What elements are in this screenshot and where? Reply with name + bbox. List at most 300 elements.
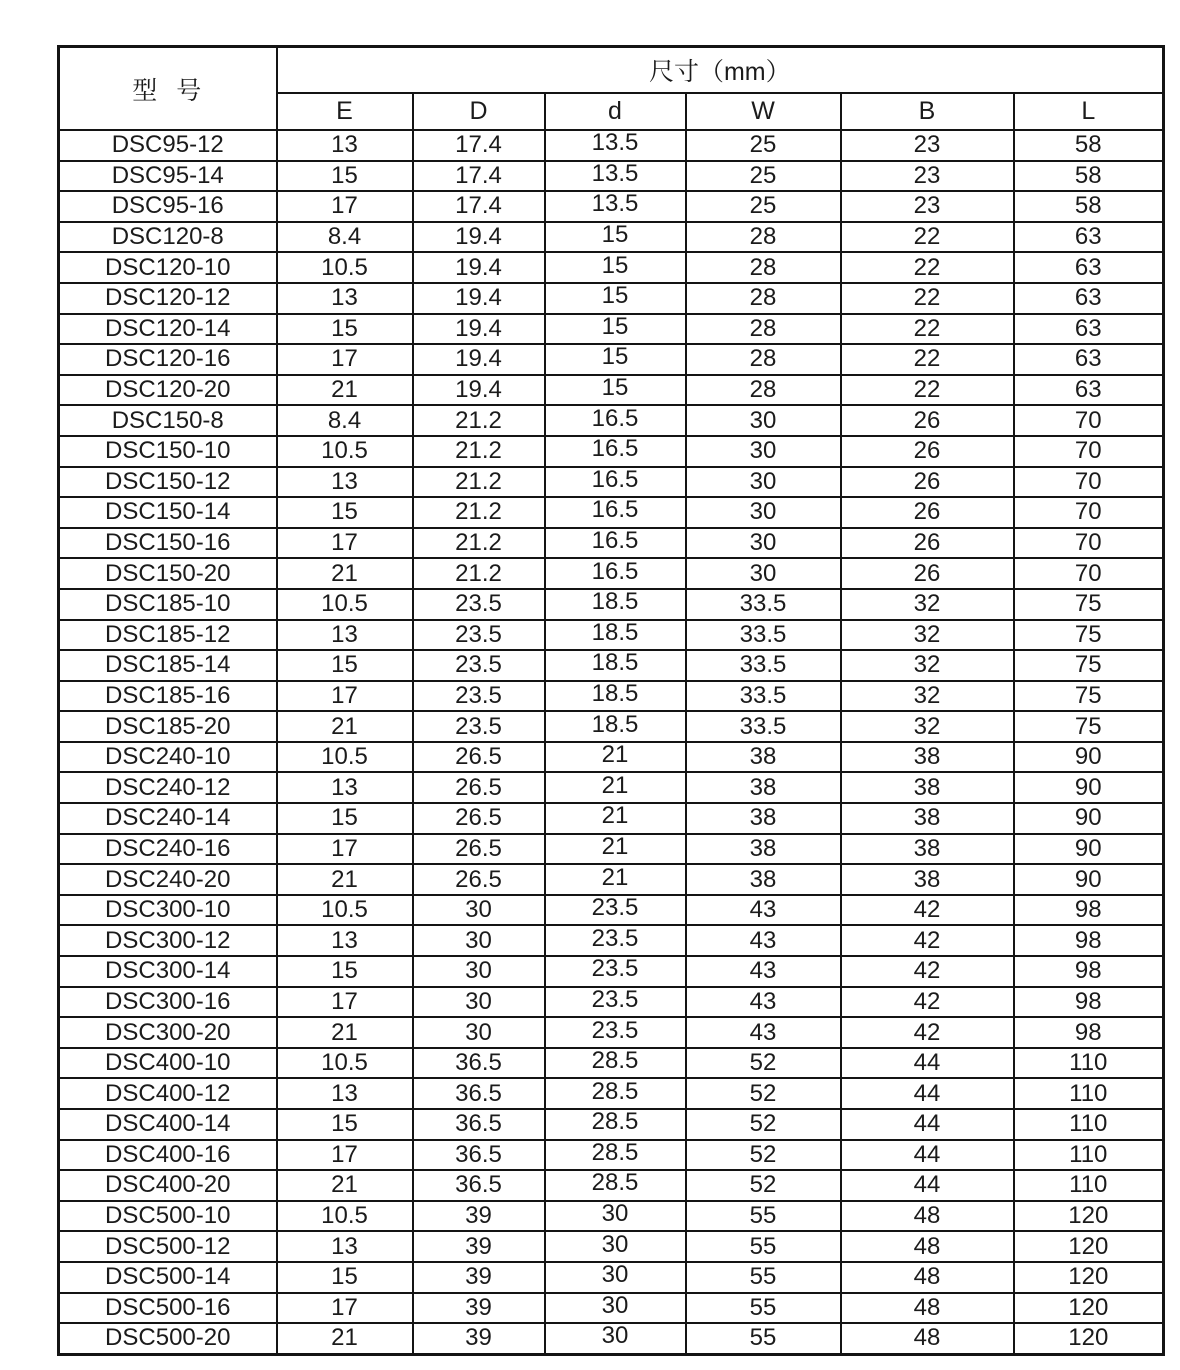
value-cell-D: 21.2	[413, 558, 545, 589]
value-cell-B: 22	[841, 314, 1014, 345]
table-row	[59, 620, 1164, 651]
value-cell-E: 15	[277, 803, 413, 834]
model-cell: DSC500-14	[59, 1262, 277, 1293]
value-cell-W: 43	[686, 987, 841, 1018]
value-cell-D: 23.5	[413, 650, 545, 681]
table-row	[59, 895, 1164, 926]
value-text: 28.5	[591, 1078, 639, 1105]
table-row	[59, 681, 1164, 712]
table-row	[59, 1262, 1164, 1293]
table-row	[59, 742, 1164, 773]
value-cell-W: 38	[686, 834, 841, 865]
model-cell: DSC240-16	[59, 834, 277, 865]
value-cell-W: 43	[686, 925, 841, 956]
value-text: 21	[601, 741, 629, 769]
value-cell-d	[545, 803, 686, 834]
value-cell-W: 52	[686, 1048, 841, 1079]
value-cell-L: 58	[1014, 130, 1164, 161]
value-cell-D: 30	[413, 1017, 545, 1048]
value-cell-D: 39	[413, 1323, 545, 1354]
value-cell-W: 28	[686, 344, 841, 375]
model-cell: DSC150-10	[59, 436, 277, 467]
value-text: 23.5	[591, 956, 639, 983]
value-cell-D: 19.4	[413, 252, 545, 283]
table-row	[59, 528, 1164, 559]
table-row	[59, 558, 1164, 589]
value-cell-D: 36.5	[413, 1109, 545, 1140]
value-cell-L: 75	[1014, 711, 1164, 742]
value-cell-E: 15	[277, 1262, 413, 1293]
model-cell: DSC95-12	[59, 130, 277, 161]
value-cell-d	[545, 252, 686, 283]
value-cell-E: 10.5	[277, 252, 413, 283]
value-cell-d	[545, 497, 686, 528]
value-cell-B: 38	[841, 803, 1014, 834]
value-cell-E: 21	[277, 1017, 413, 1048]
value-cell-L: 90	[1014, 864, 1164, 895]
value-cell-d	[545, 130, 686, 161]
value-text: 15	[601, 344, 629, 371]
value-cell-L: 63	[1014, 344, 1164, 375]
value-text: 15	[601, 374, 629, 402]
value-cell-L: 70	[1014, 528, 1164, 559]
value-cell-W: 43	[686, 895, 841, 926]
table-row	[59, 864, 1164, 895]
value-cell-D: 30	[413, 987, 545, 1018]
value-cell-D: 36.5	[413, 1140, 545, 1171]
value-cell-d	[545, 925, 686, 956]
value-cell-d	[545, 772, 686, 803]
value-cell-D: 21.2	[413, 467, 545, 498]
value-cell-D: 30	[413, 925, 545, 956]
model-cell: DSC185-10	[59, 589, 277, 620]
value-text: 28.5	[591, 1109, 639, 1136]
value-text: 23.5	[591, 1017, 639, 1044]
value-cell-L: 98	[1014, 1017, 1164, 1048]
value-cell-D: 19.4	[413, 283, 545, 314]
value-text: 18.5	[591, 588, 639, 616]
value-cell-E: 21	[277, 375, 413, 406]
value-text: 18.5	[591, 711, 639, 738]
value-cell-L: 63	[1014, 222, 1164, 253]
value-cell-L: 120	[1014, 1262, 1164, 1293]
value-cell-W: 38	[686, 742, 841, 773]
value-cell-E: 10.5	[277, 1201, 413, 1232]
value-cell-d	[545, 650, 686, 681]
value-cell-D: 39	[413, 1293, 545, 1324]
value-cell-B: 48	[841, 1262, 1014, 1293]
value-cell-W: 30	[686, 405, 841, 436]
value-cell-d	[545, 344, 686, 375]
model-cell: DSC400-14	[59, 1109, 277, 1140]
value-cell-E: 17	[277, 834, 413, 865]
value-cell-E: 13	[277, 620, 413, 651]
column-header-E: E	[277, 93, 413, 130]
table-row	[59, 1231, 1164, 1262]
value-text: 30	[601, 1292, 629, 1319]
model-cell: DSC120-16	[59, 344, 277, 375]
model-cell: DSC150-16	[59, 528, 277, 559]
value-cell-B: 44	[841, 1078, 1014, 1109]
value-cell-E: 13	[277, 467, 413, 498]
value-cell-D: 36.5	[413, 1170, 545, 1201]
value-cell-W: 52	[686, 1109, 841, 1140]
value-cell-L: 120	[1014, 1323, 1164, 1354]
value-cell-B: 42	[841, 925, 1014, 956]
model-cell: DSC500-12	[59, 1231, 277, 1262]
model-cell: DSC185-14	[59, 650, 277, 681]
value-cell-B: 32	[841, 650, 1014, 681]
table-row	[59, 803, 1164, 834]
value-cell-d	[545, 1048, 686, 1079]
value-cell-D: 23.5	[413, 620, 545, 651]
table-row	[59, 1293, 1164, 1324]
value-text: 23.5	[591, 894, 639, 922]
model-cell: DSC185-20	[59, 711, 277, 742]
value-cell-L: 90	[1014, 742, 1164, 773]
value-cell-W: 55	[686, 1262, 841, 1293]
value-text: 16.5	[591, 527, 639, 555]
table-row	[59, 375, 1164, 406]
value-cell-D: 19.4	[413, 314, 545, 345]
table-row	[59, 1048, 1164, 1079]
value-cell-B: 48	[841, 1293, 1014, 1324]
value-cell-L: 120	[1014, 1293, 1164, 1324]
column-header-W: W	[686, 93, 841, 130]
value-cell-W: 55	[686, 1231, 841, 1262]
model-cell: DSC185-12	[59, 620, 277, 651]
value-cell-B: 38	[841, 772, 1014, 803]
model-cell: DSC150-8	[59, 405, 277, 436]
model-header-cell: 型 号	[59, 47, 277, 131]
value-cell-D: 23.5	[413, 681, 545, 712]
value-cell-L: 98	[1014, 987, 1164, 1018]
value-cell-d	[545, 161, 686, 192]
value-cell-D: 19.4	[413, 222, 545, 253]
value-cell-d	[545, 589, 686, 620]
value-cell-W: 38	[686, 864, 841, 895]
value-cell-D: 26.5	[413, 742, 545, 773]
value-cell-W: 43	[686, 1017, 841, 1048]
value-cell-B: 44	[841, 1109, 1014, 1140]
value-text: 16.5	[591, 466, 639, 493]
value-cell-D: 19.4	[413, 344, 545, 375]
value-cell-B: 22	[841, 344, 1014, 375]
value-cell-B: 26	[841, 528, 1014, 559]
value-text: 18.5	[591, 619, 639, 646]
value-cell-B: 26	[841, 405, 1014, 436]
value-cell-B: 38	[841, 834, 1014, 865]
value-cell-B: 42	[841, 1017, 1014, 1048]
value-cell-D: 23.5	[413, 589, 545, 620]
value-cell-E: 13	[277, 925, 413, 956]
value-cell-d	[545, 1170, 686, 1201]
value-cell-d	[545, 834, 686, 865]
size-header-cell: 尺寸（mm）	[277, 47, 1164, 94]
value-text: 15	[601, 252, 629, 279]
value-cell-E: 13	[277, 283, 413, 314]
value-cell-E: 10.5	[277, 895, 413, 926]
value-cell-W: 28	[686, 283, 841, 314]
value-cell-L: 70	[1014, 436, 1164, 467]
value-cell-B: 32	[841, 620, 1014, 651]
value-cell-d	[545, 375, 686, 406]
value-cell-d	[545, 742, 686, 773]
value-cell-d	[545, 1293, 686, 1324]
value-text: 18.5	[591, 650, 639, 677]
value-cell-d	[545, 1262, 686, 1293]
value-text: 30	[601, 1231, 629, 1258]
value-cell-L: 98	[1014, 956, 1164, 987]
table-row	[59, 1078, 1164, 1109]
value-cell-W: 25	[686, 161, 841, 192]
value-cell-d	[545, 1017, 686, 1048]
value-cell-E: 17	[277, 191, 413, 222]
value-cell-L: 120	[1014, 1201, 1164, 1232]
value-cell-d	[545, 405, 686, 436]
table-row	[59, 161, 1164, 192]
value-cell-B: 22	[841, 283, 1014, 314]
value-cell-W: 33.5	[686, 681, 841, 712]
value-cell-E: 13	[277, 1231, 413, 1262]
value-text: 16.5	[591, 435, 639, 463]
value-cell-B: 26	[841, 436, 1014, 467]
model-cell: DSC300-10	[59, 895, 277, 926]
value-cell-E: 10.5	[277, 742, 413, 773]
model-cell: DSC120-20	[59, 375, 277, 406]
value-text: 16.5	[591, 497, 639, 524]
value-cell-B: 44	[841, 1048, 1014, 1079]
table-row	[59, 222, 1164, 253]
value-cell-E: 21	[277, 711, 413, 742]
table-row	[59, 344, 1164, 375]
model-cell: DSC240-12	[59, 772, 277, 803]
value-text: 13.5	[591, 160, 639, 187]
table-row	[59, 589, 1164, 620]
model-cell: DSC120-14	[59, 314, 277, 345]
dimension-table	[57, 45, 1165, 1356]
value-cell-E: 21	[277, 558, 413, 589]
value-cell-B: 22	[841, 252, 1014, 283]
value-text: 23.5	[591, 925, 639, 952]
value-cell-B: 48	[841, 1231, 1014, 1262]
value-cell-E: 13	[277, 130, 413, 161]
value-cell-D: 30	[413, 895, 545, 926]
value-cell-d	[545, 1078, 686, 1109]
value-cell-d	[545, 1231, 686, 1262]
value-text: 30	[601, 1200, 629, 1228]
value-cell-W: 25	[686, 130, 841, 161]
value-cell-L: 90	[1014, 834, 1164, 865]
model-cell: DSC95-16	[59, 191, 277, 222]
value-cell-d	[545, 283, 686, 314]
value-cell-B: 22	[841, 222, 1014, 253]
table-row	[59, 1323, 1164, 1354]
value-text: 13.5	[591, 130, 639, 157]
value-text: 18.5	[591, 680, 639, 707]
value-cell-D: 39	[413, 1201, 545, 1232]
value-cell-D: 26.5	[413, 834, 545, 865]
value-cell-L: 75	[1014, 650, 1164, 681]
model-cell: DSC240-10	[59, 742, 277, 773]
value-cell-B: 22	[841, 375, 1014, 406]
table-row	[59, 711, 1164, 742]
value-cell-D: 17.4	[413, 191, 545, 222]
value-cell-B: 38	[841, 864, 1014, 895]
value-cell-L: 98	[1014, 925, 1164, 956]
table-row	[59, 436, 1164, 467]
value-cell-B: 38	[841, 742, 1014, 773]
value-cell-d	[545, 436, 686, 467]
model-cell: DSC120-10	[59, 252, 277, 283]
value-text: 30	[601, 1323, 629, 1350]
model-cell: DSC300-16	[59, 987, 277, 1018]
value-cell-D: 17.4	[413, 130, 545, 161]
value-cell-D: 21.2	[413, 436, 545, 467]
table-row	[59, 1017, 1164, 1048]
value-cell-W: 28	[686, 222, 841, 253]
value-cell-L: 90	[1014, 803, 1164, 834]
value-cell-B: 23	[841, 161, 1014, 192]
value-cell-W: 52	[686, 1170, 841, 1201]
value-cell-W: 52	[686, 1078, 841, 1109]
table-row	[59, 497, 1164, 528]
table-row	[59, 834, 1164, 865]
model-cell: DSC500-10	[59, 1201, 277, 1232]
column-header-L: L	[1014, 93, 1164, 130]
value-cell-W: 55	[686, 1293, 841, 1324]
table-row	[59, 1109, 1164, 1140]
value-cell-W: 30	[686, 467, 841, 498]
value-text: 16.5	[591, 558, 639, 585]
value-cell-E: 17	[277, 987, 413, 1018]
value-cell-L: 75	[1014, 620, 1164, 651]
value-cell-W: 28	[686, 314, 841, 345]
value-cell-d	[545, 1140, 686, 1171]
value-cell-D: 17.4	[413, 161, 545, 192]
value-cell-D: 39	[413, 1231, 545, 1262]
value-cell-L: 63	[1014, 314, 1164, 345]
column-header-d: d	[545, 93, 686, 130]
value-cell-d	[545, 987, 686, 1018]
value-text: 15	[601, 282, 629, 310]
model-cell: DSC300-12	[59, 925, 277, 956]
value-cell-E: 17	[277, 1140, 413, 1171]
model-cell: DSC150-20	[59, 558, 277, 589]
value-cell-E: 15	[277, 1109, 413, 1140]
value-cell-D: 21.2	[413, 497, 545, 528]
value-cell-B: 44	[841, 1140, 1014, 1171]
value-cell-L: 70	[1014, 558, 1164, 589]
value-text: 21	[601, 864, 629, 891]
value-text: 15	[601, 221, 629, 249]
value-cell-W: 30	[686, 436, 841, 467]
value-cell-B: 32	[841, 589, 1014, 620]
value-cell-d	[545, 222, 686, 253]
value-cell-D: 36.5	[413, 1078, 545, 1109]
value-cell-W: 33.5	[686, 711, 841, 742]
value-cell-E: 8.4	[277, 222, 413, 253]
value-text: 28.5	[591, 1170, 639, 1197]
value-cell-L: 63	[1014, 375, 1164, 406]
value-cell-B: 32	[841, 711, 1014, 742]
value-cell-B: 48	[841, 1323, 1014, 1354]
value-cell-d	[545, 711, 686, 742]
value-cell-E: 15	[277, 650, 413, 681]
value-cell-B: 23	[841, 130, 1014, 161]
value-text: 28.5	[591, 1047, 639, 1075]
top-header-row	[59, 47, 1164, 94]
value-cell-E: 15	[277, 314, 413, 345]
model-cell: DSC400-12	[59, 1078, 277, 1109]
value-cell-L: 75	[1014, 681, 1164, 712]
value-cell-W: 25	[686, 191, 841, 222]
table-row	[59, 956, 1164, 987]
value-cell-E: 15	[277, 161, 413, 192]
value-cell-B: 23	[841, 191, 1014, 222]
value-cell-B: 26	[841, 497, 1014, 528]
value-cell-d	[545, 620, 686, 651]
value-cell-D: 26.5	[413, 772, 545, 803]
value-cell-d	[545, 558, 686, 589]
value-cell-L: 110	[1014, 1109, 1164, 1140]
value-cell-D: 26.5	[413, 864, 545, 895]
value-cell-W: 33.5	[686, 589, 841, 620]
value-text: 30	[601, 1261, 629, 1289]
model-cell: DSC95-14	[59, 161, 277, 192]
value-cell-d	[545, 191, 686, 222]
value-cell-D: 23.5	[413, 711, 545, 742]
value-cell-L: 58	[1014, 191, 1164, 222]
value-cell-L: 70	[1014, 467, 1164, 498]
value-cell-B: 26	[841, 558, 1014, 589]
value-cell-B: 42	[841, 895, 1014, 926]
value-cell-d	[545, 895, 686, 926]
value-cell-B: 48	[841, 1201, 1014, 1232]
value-cell-d	[545, 681, 686, 712]
value-cell-d	[545, 467, 686, 498]
model-cell: DSC300-14	[59, 956, 277, 987]
value-cell-E: 17	[277, 344, 413, 375]
model-cell: DSC400-10	[59, 1048, 277, 1079]
value-cell-W: 52	[686, 1140, 841, 1171]
value-cell-D: 26.5	[413, 803, 545, 834]
value-cell-L: 58	[1014, 161, 1164, 192]
value-cell-d	[545, 1109, 686, 1140]
model-cell: DSC240-14	[59, 803, 277, 834]
value-cell-B: 26	[841, 467, 1014, 498]
model-cell: DSC500-20	[59, 1323, 277, 1354]
model-cell: DSC120-12	[59, 283, 277, 314]
value-cell-d	[545, 1201, 686, 1232]
value-cell-B: 44	[841, 1170, 1014, 1201]
value-cell-W: 38	[686, 803, 841, 834]
value-cell-d	[545, 864, 686, 895]
model-cell: DSC500-16	[59, 1293, 277, 1324]
value-cell-W: 55	[686, 1323, 841, 1354]
value-cell-d	[545, 956, 686, 987]
value-cell-W: 43	[686, 956, 841, 987]
value-cell-L: 70	[1014, 497, 1164, 528]
value-cell-W: 30	[686, 528, 841, 559]
value-cell-L: 63	[1014, 252, 1164, 283]
value-cell-D: 21.2	[413, 405, 545, 436]
value-cell-D: 36.5	[413, 1048, 545, 1079]
table-row	[59, 283, 1164, 314]
table-row	[59, 405, 1164, 436]
value-cell-D: 30	[413, 956, 545, 987]
value-cell-W: 33.5	[686, 620, 841, 651]
